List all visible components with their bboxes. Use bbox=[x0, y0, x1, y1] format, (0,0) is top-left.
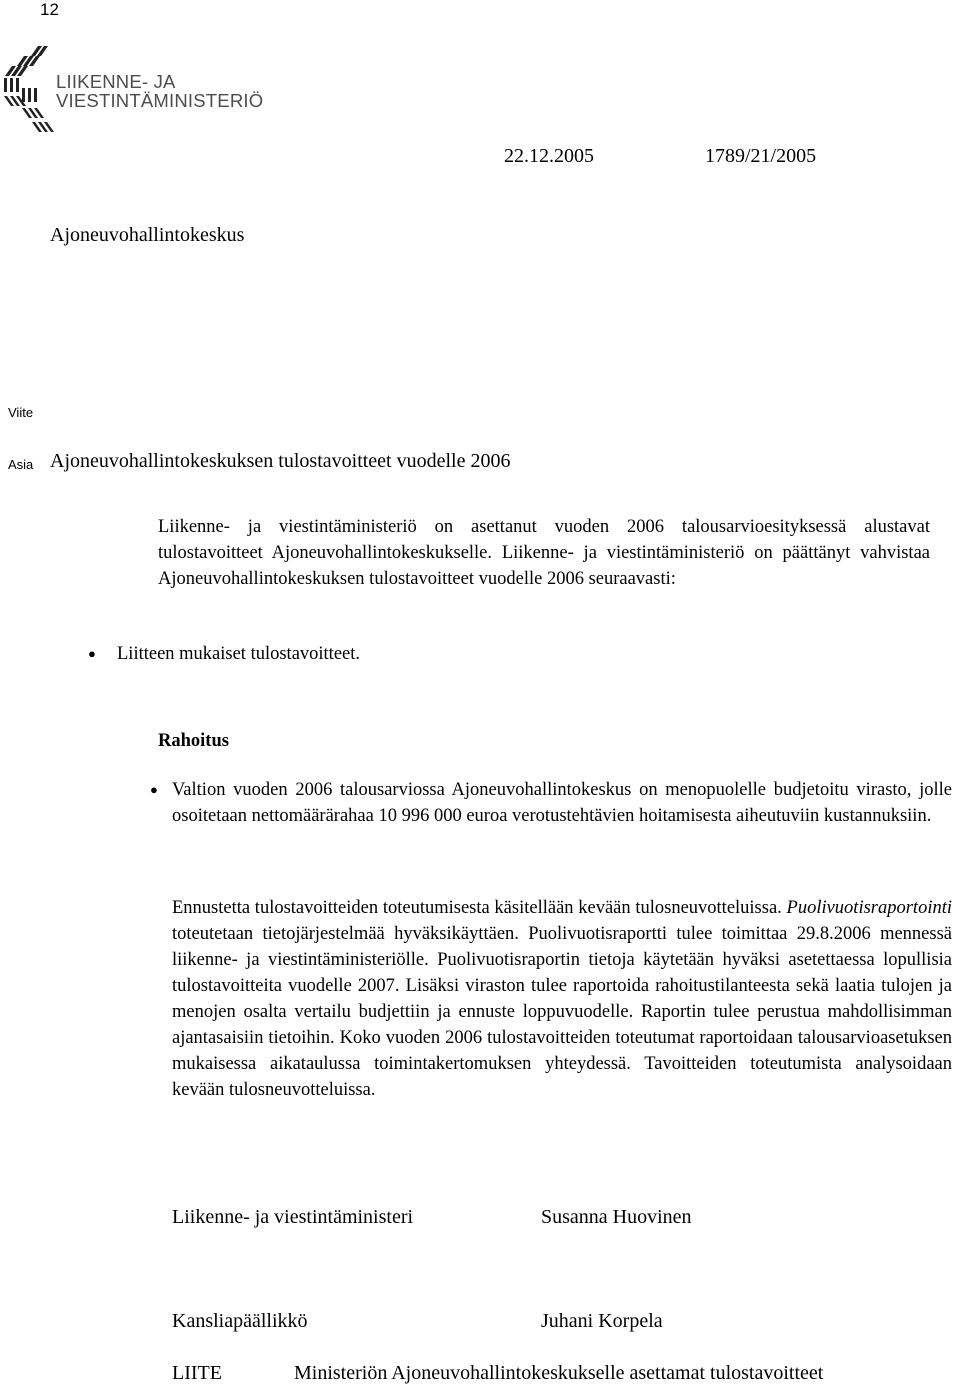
recipient: Ajoneuvohallintokeskus bbox=[50, 224, 245, 246]
logo-line-1: LIIKENNE- JA bbox=[56, 71, 176, 92]
intro-paragraph: Liikenne- ja viestintäministeriö on asettanut vuoden 2006 talousarvioesityksessä alustavat tulostavoitteet Ajoneuvohallintokeskukselle. Liikenne- ja viestintäministeriö on päättänyt vahvistaa Ajoneuvohallintokeskuksen tulostavoitteet vuodelle 2006 seuraavasti: bbox=[158, 517, 930, 589]
bullet-item-1: Liitteen mukaiset tulostavoitteet. bbox=[117, 644, 361, 664]
signature-name-chancellor: Juhani Korpela bbox=[541, 1310, 663, 1332]
page-number: 12 bbox=[40, 0, 59, 19]
ministry-logo-icon bbox=[2, 44, 54, 144]
asia-label: Asia bbox=[8, 457, 34, 472]
subject-line: Ajoneuvohallintokeskuksen tulostavoitteet vuodelle 2006 bbox=[50, 450, 511, 472]
attachment-description: Ministeriön Ajoneuvohallintokeskukselle asettamat tulostavoitteet bbox=[294, 1362, 824, 1384]
ministry-logo-text bbox=[56, 72, 263, 110]
signature-title-chancellor: Kansliapäällikkö bbox=[172, 1310, 308, 1332]
forecast-paragraph bbox=[172, 895, 952, 1103]
logo-line-2: VIESTINTÄMINISTERIÖ bbox=[56, 90, 264, 111]
bullet-icon: ● bbox=[150, 782, 158, 797]
forecast-sentence-1: Ennustetta tulostavoitteiden toteutumisesta käsitellään kevään tulosneuvotteluissa. bbox=[172, 898, 782, 918]
section-heading: Rahoitus bbox=[158, 731, 229, 751]
bullet-icon: ● bbox=[88, 646, 96, 661]
forecast-rest: toteutetaan tietojärjestelmää hyväksikäyttäen. Puolivuotisraportti tulee toimittaa 29.8.2006 mennessä liikenne- ja viestintäministeriölle. Puolivuotisraportin tietoja käytetään hyväksi asetettaessa lopullisia tulostavoitteita vuodelle 2007. Lisäksi viraston tulee raportoida rahoitustilanteesta sekä laatia tulojen ja menojen osalta vertailu budjettiin ja ennuste loppuvuodelle. Raportin tulee perustua mahdollisimman ajantasaisiin tietoihin. Koko vuoden 2006 tulostavoitteiden toteutumat raportoidaan talousarvioasetuksen mukaisessa aikataulussa toimintakertomuksen yhteydessä. Tavoitteiden toteutumista analysoidaan kevään tulosneuvotteluissa. bbox=[172, 924, 952, 1100]
signature-name-minister: Susanna Huovinen bbox=[541, 1206, 692, 1228]
signature-title-minister: Liikenne- ja viestintäministeri bbox=[172, 1206, 414, 1228]
forecast-italic-term: Puolivuotisraportointi bbox=[786, 898, 952, 918]
bullet-item-2: Valtion vuoden 2006 talousarviossa Ajoneuvohallintokeskus on menopuolelle budjetoitu virasto, jolle osoitetaan nettomäärärahaa 10 996 000 euroa verotustehtävien hoitamisesta aiheutuviin kustannuksiin. bbox=[172, 780, 952, 826]
viite-label: Viite bbox=[8, 405, 34, 420]
attachment-label: LIITE bbox=[172, 1362, 222, 1384]
document-date: 22.12.2005 bbox=[504, 145, 594, 167]
reference-number: 1789/21/2005 bbox=[705, 145, 817, 167]
